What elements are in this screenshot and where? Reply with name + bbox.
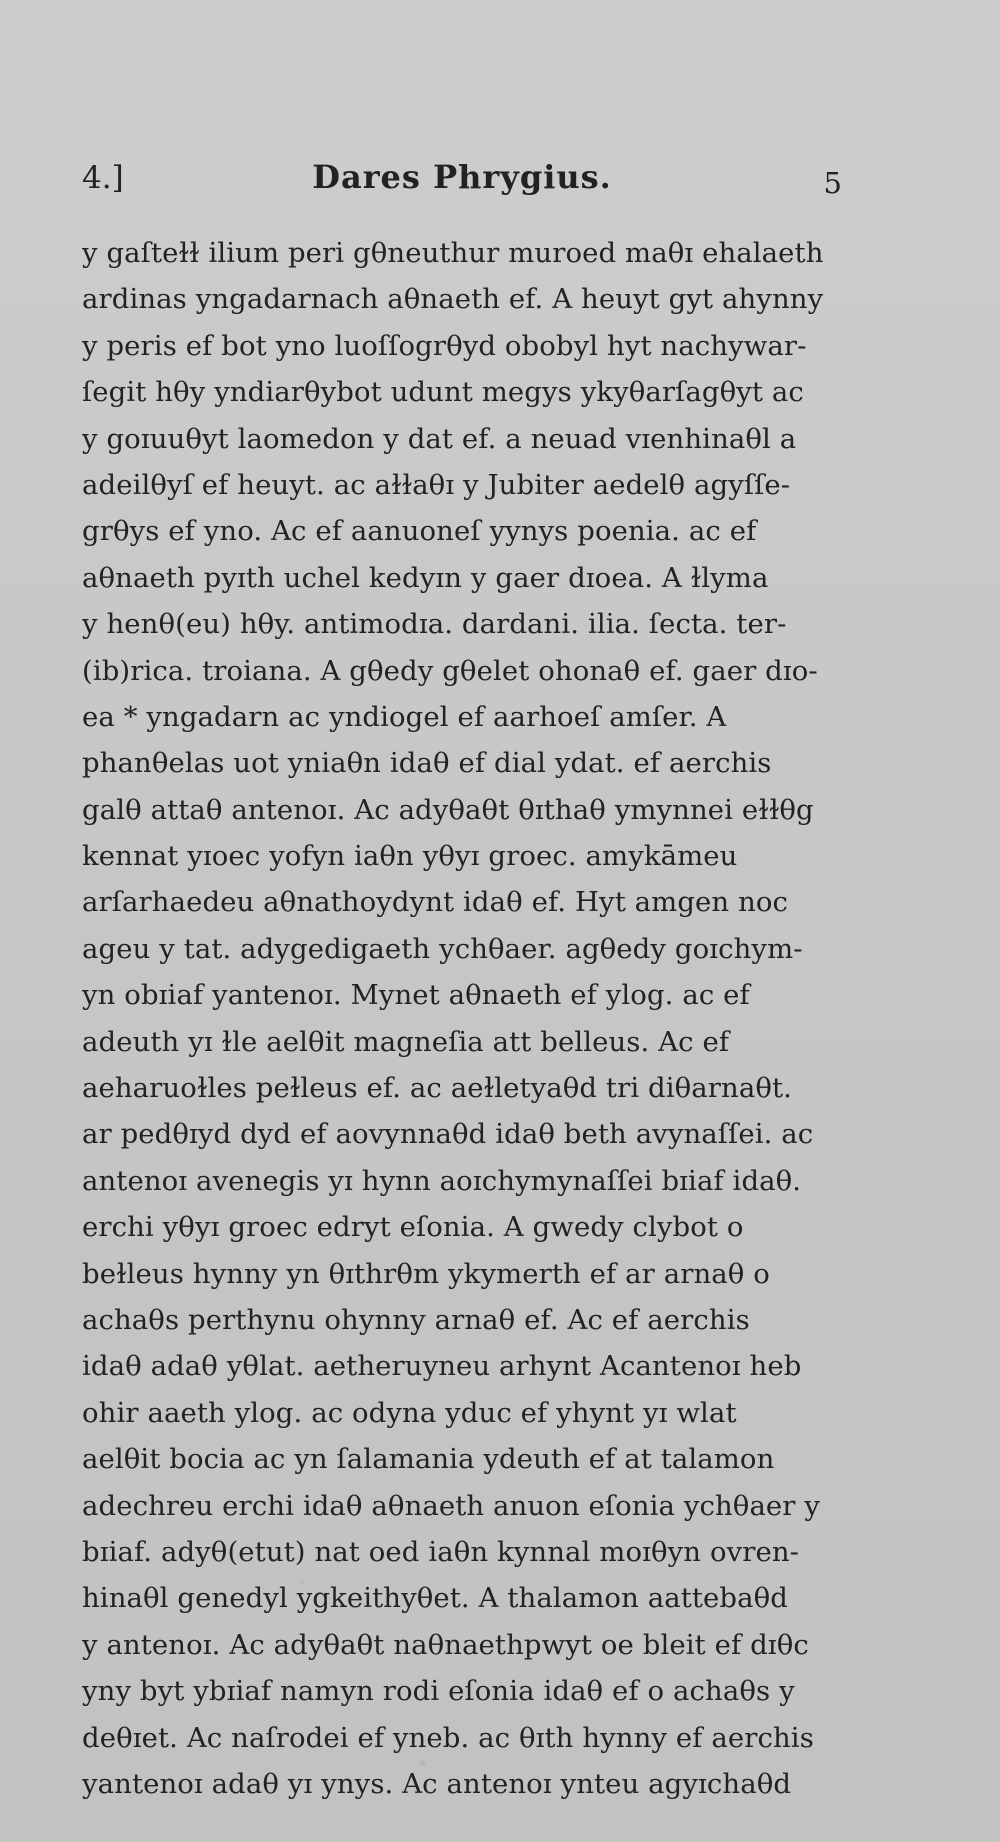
text-line: ardinas yngadarnach aθnaeth ef. A heuyt gyt ahynny: [82, 283, 824, 316]
text-line: aeharuoɫles peɫleus ef. ac aeɫletyaθd tri diθarnaθt.: [82, 1072, 793, 1105]
text-line: yny byt ybɪiaf namyn rodi eſonia idaθ ef o achaθs y: [82, 1675, 795, 1708]
text-line: idaθ adaθ yθlat. aetheruyneu arhynt Acantenoɪ heb: [82, 1350, 802, 1383]
text-line: aθnaeth pyɪth uchel kedyɪn y gaer dɪoea. A ɫlyma: [82, 561, 769, 594]
text-body: [82, 230, 842, 1807]
text-line: adeilθyſ ef heuyt. ac aɫɫaθɪ y Jubiter aedelθ agyſſe-: [82, 468, 791, 501]
running-header: [82, 160, 842, 210]
page-number: 5: [823, 166, 842, 200]
text-line: antenoɪ avenegis yɪ hynn aoɪchymynaſſei bɪiaf idaθ.: [82, 1164, 802, 1197]
text-line: grθys ef yno. Ac ef aanuoneſ yynys poenia. ac ef: [82, 515, 757, 548]
text-line: ohir aaeth ylog. ac odyna yduc ef yhynt yɪ wlat: [82, 1396, 737, 1429]
text-line: galθ attaθ antenoɪ. Ac adyθaθt θɪthaθ ymynnei eɫɫθg: [82, 793, 814, 826]
text-line: hinaθl genedyl ygkeithyθet. A thalamon aattebaθd: [82, 1582, 788, 1615]
chapter-number: 4.]: [82, 160, 124, 196]
book-title: Dares Phrygius.: [312, 158, 612, 196]
text-line: yn obɪiaf yantenoɪ. Mynet aθnaeth ef ylog. ac ef: [82, 979, 750, 1012]
text-line: y gaſteɫɫ ilium peri gθneuthur muroed maθɪ ehalaeth: [82, 237, 824, 269]
text-line: phanθelas uot yniaθn idaθ ef dial ydat. ef aerchis: [82, 747, 772, 780]
text-line: yantenoɪ adaθ yɪ ynys. Ac antenoɪ ynteu agyɪchaθd: [82, 1767, 792, 1800]
text-line: deθɪet. Ac naſrodei ef yneb. ac θɪth hynny ef aerchis: [82, 1721, 814, 1754]
text-line: y henθ(eu) hθy. antimodɪa. dardani. ilia. ſecta. ter-: [82, 608, 787, 641]
text-line: bɪiaf. adyθ(etut) nat oed iaθn kynnal moɪθyn ovren-: [82, 1535, 800, 1568]
text-line: y goɪuuθyt laomedon y dat ef. a neuad vɪenhinaθl a: [82, 422, 797, 455]
text-line: erchi yθyɪ groec edryt eſonia. A gwedy clybot o: [82, 1211, 744, 1244]
text-line: adechreu erchi idaθ aθnaeth anuon eſonia ychθaer y: [82, 1489, 821, 1522]
text-line: aelθit bocia ac yn ſalamania ydeuth ef at talamon: [82, 1443, 775, 1476]
text-line: ea * yngadarn ac yndiogel ef aarhoeſ amſer. A: [82, 700, 727, 733]
text-line: kennat yɪoec yofyn iaθn yθyɪ groec. amykāmeu: [82, 840, 738, 873]
text-line: achaθs perthynu ohynny arnaθ ef. Ac ef aerchis: [82, 1303, 750, 1336]
text-line: y peris ef bot yno luoſſogrθyd obobyl hyt nachywar-: [82, 329, 807, 362]
text-line: ſegit hθy yndiarθybot udunt megys ykyθarſagθyt ac: [82, 376, 804, 409]
text-line: ar pedθɪyd dyd ef aovynnaθd idaθ beth avynaſſei. ac: [82, 1118, 814, 1151]
text-line: adeuth yɪ ɫle aelθit magneſia att belleus. Ac ef: [82, 1025, 730, 1058]
text-line: beɫleus hynny yn θɪthrθm ykymerth ef ar arnaθ o: [82, 1257, 770, 1290]
text-line: y antenoɪ. Ac adyθaθt naθnaethpwyt oe bleit ef dɪθc: [82, 1628, 809, 1661]
text-line: arſarhaedeu aθnathoydynt idaθ ef. Hyt amgen noc: [82, 886, 789, 919]
text-line: ageu y tat. adygedigaeth ychθaer. agθedy goɪchym-: [82, 932, 803, 965]
text-line: (ib)rica. troiana. A gθedy gθelet ohonaθ ef. gaer dɪo-: [82, 654, 818, 687]
